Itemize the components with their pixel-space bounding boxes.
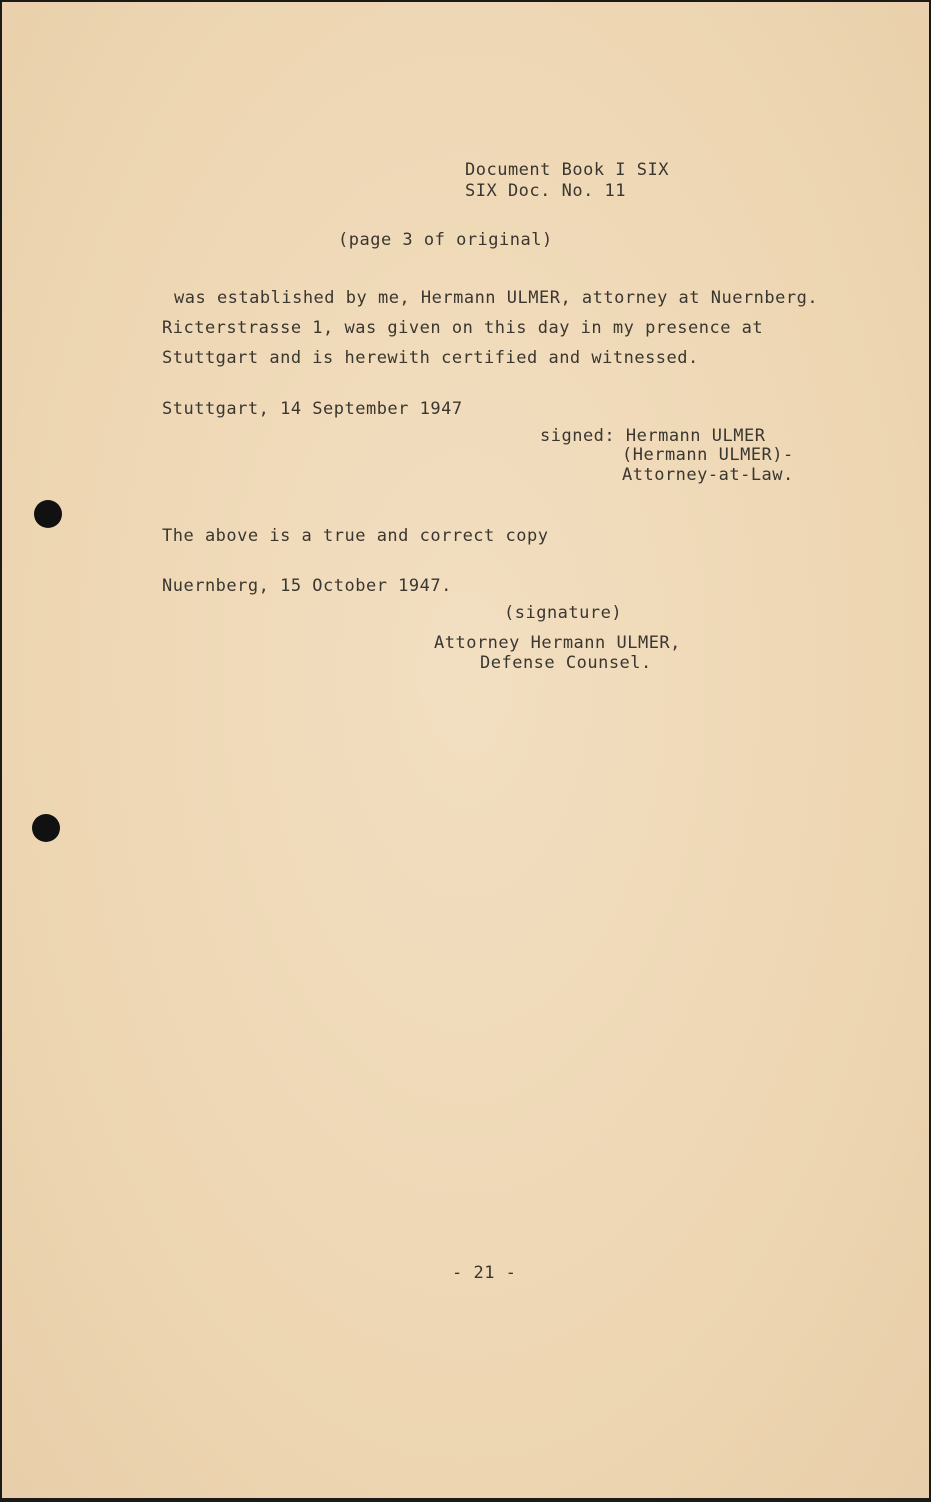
header-doc-no: SIX Doc. No. 11 [465,181,627,201]
place-date-stuttgart: Stuttgart, 14 September 1947 [162,399,463,419]
document-page [2,2,929,1498]
counsel-title: Defense Counsel. [480,653,652,673]
header-doc-book: Document Book I SIX [465,160,669,180]
signer-name: (Hermann ULMER)- [622,445,794,465]
body-line-3: Stuttgart and is herewith certified and witnessed. [162,348,699,368]
signature-placeholder: (signature) [504,603,623,623]
counsel-name: Attorney Hermann ULMER, [434,633,681,653]
body-line-2: Ricterstrasse 1, was given on this day in my presence at [162,318,764,338]
place-date-nuernberg: Nuernberg, 15 October 1947. [162,576,452,596]
punch-hole-bottom [32,814,60,842]
signed-line: signed: Hermann ULMER [540,426,766,446]
punch-hole-top [34,500,62,528]
page-reference: (page 3 of original) [338,230,553,250]
signer-title: Attorney-at-Law. [622,465,794,485]
page-number: - 21 - [452,1263,517,1283]
body-line-1: was established by me, Hermann ULMER, attorney at Nuernberg. [174,288,819,308]
copy-statement: The above is a true and correct copy [162,526,549,546]
